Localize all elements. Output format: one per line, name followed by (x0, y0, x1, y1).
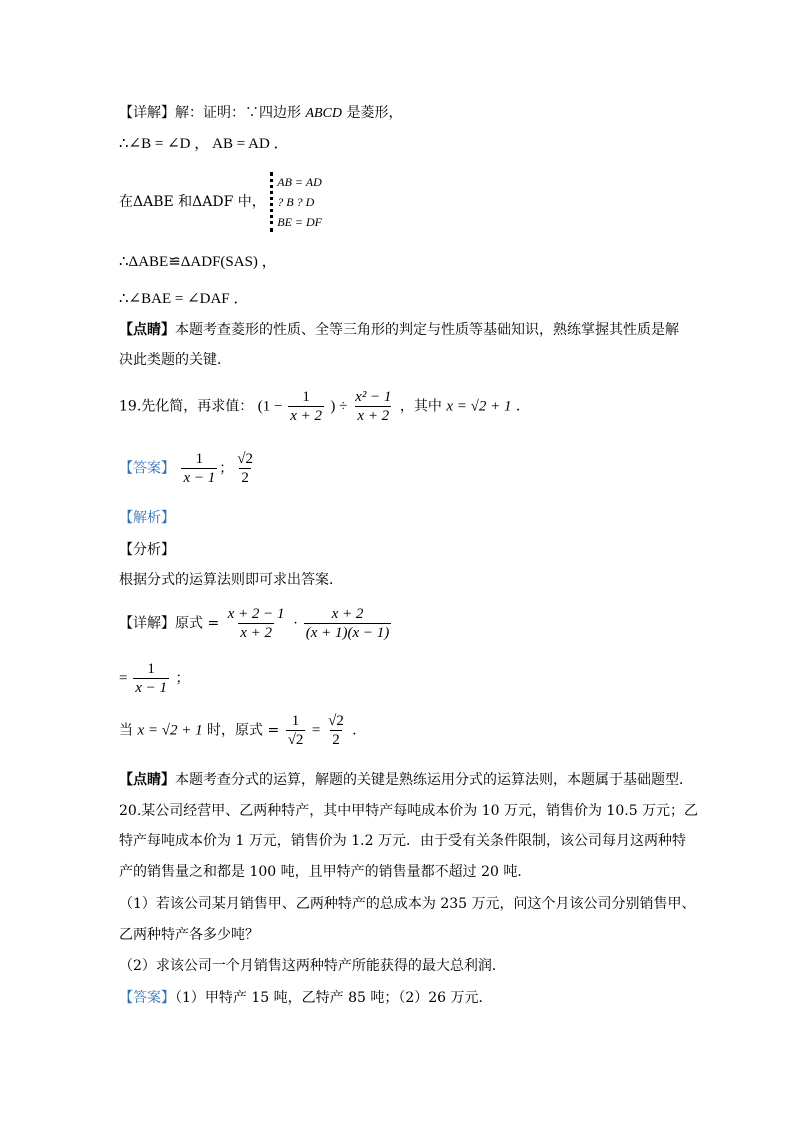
answer20-text: （1）甲特产 15 吨，乙特产 85 吨；（2）26 万元． (175, 990, 493, 1006)
step3-end: ． (352, 722, 367, 739)
step3-f1-den: √2 (287, 732, 304, 748)
q19-mid: ，其中 (399, 398, 447, 415)
dianjing-line-1 (119, 320, 679, 340)
angle-equality: ∴∠B = ∠D ， AB = AD ． (119, 136, 289, 152)
ans19-fraction-2 (235, 450, 255, 487)
q19-f2-den: x + 2 (357, 408, 390, 424)
answer-20 (119, 988, 493, 1008)
q19-fraction-2 (353, 388, 393, 425)
answer-19 (119, 450, 257, 487)
question-19 (119, 388, 530, 425)
detail-text-2: 是菱形， (342, 105, 403, 121)
dianjing2-text: 本题考查分式的运算，解题的关键是熟练运用分式的运算法则，本题属于基础题型． (175, 772, 693, 788)
ans19-sep: ； (219, 460, 234, 477)
answer-tag: 【答案】 (119, 460, 175, 477)
detail19-fraction-2 (304, 605, 392, 642)
step2-fraction (133, 660, 169, 697)
q20-line-1: 20.某公司经营甲、乙两种特产，其中甲特产每吨成本价为 10 万元，销售价为 10.5 万元；乙 (119, 803, 699, 819)
abcd-label: ABCD (305, 106, 343, 121)
system-row-3: BE = DF (277, 215, 323, 229)
q19-condition: x = √2 + 1 (446, 398, 512, 415)
q19-end: ． (515, 398, 530, 415)
step3-f2-den: 2 (332, 732, 340, 748)
q19-open: (1 − (257, 398, 287, 415)
congruence-line: ∴ΔABE≌ΔADF(SAS) ， (119, 254, 277, 270)
step3-pre: 当 (119, 722, 138, 739)
step3-mid: 时，原式 = (202, 722, 284, 739)
step3-condition: x = √2 + 1 (137, 722, 203, 739)
detail-text: 解：证明：∵四边形 (175, 105, 306, 121)
q19-f1-num: 1 (302, 389, 310, 405)
dianjing2-tag: 【点睛】 (119, 772, 175, 788)
step2-end: ； (175, 670, 190, 687)
detail19-f1-num: x + 2 − 1 (227, 606, 285, 622)
step3-f2-num: √2 (328, 713, 344, 729)
step2-eq: = (119, 670, 132, 687)
system-row-1: AB = AD (277, 175, 322, 189)
step3-fraction-2 (326, 712, 346, 749)
dianjing-tag: 【点睛】 (119, 322, 175, 338)
ans19-f2-den: 2 (241, 470, 249, 486)
detail-line-1 (119, 103, 402, 124)
q20-part-1b: 乙两种特产各多少吨？ (119, 927, 259, 943)
step3-eq: = (311, 722, 325, 739)
conclusion-line: ∴∠BAE = ∠DAF ． (119, 291, 249, 307)
detail19-f2-den: (x + 1)(x − 1) (305, 625, 390, 641)
dianjing-line-2: 决此类题的关键． (119, 352, 231, 368)
dianjing-text: 本题考查菱形的性质、全等三角形的判定与性质等基础知识，熟练掌握其性质是解 (175, 322, 679, 338)
ans19-fraction-1 (181, 450, 217, 487)
q19-f2-num: x² − 1 (355, 389, 392, 405)
detail-19 (119, 605, 393, 642)
step2-num: 1 (147, 661, 155, 677)
answer20-tag: 【答案】 (119, 990, 175, 1006)
system-prefix: 在ΔABE 和ΔADF 中， (119, 194, 266, 210)
q20-line-3: 产的销售量之和都是 100 吨，且甲特产的销售量都不超过 20 吨． (119, 864, 532, 880)
detail19-dot: · (293, 615, 302, 632)
q19-f1-den: x + 2 (290, 408, 322, 424)
step-3 (119, 712, 366, 749)
q19-close: ) ÷ (330, 398, 352, 415)
q19-label: 19.先化简，再求值： (119, 398, 254, 415)
step2-den: x − 1 (135, 680, 167, 696)
system-line (119, 172, 322, 232)
rule-line: 根据分式的运算法则即可求出答案． (119, 572, 343, 588)
ans19-f1-num: 1 (195, 451, 204, 467)
detail19-f1-den: x + 2 (240, 625, 272, 641)
detail-tag: 【详解】 (119, 105, 175, 121)
step3-f1-num: 1 (291, 713, 300, 729)
detail19-fraction-1 (226, 605, 287, 642)
jiexi-tag: 【解析】 (119, 510, 175, 526)
detail19-f2-num: x + 2 (331, 606, 364, 622)
ans19-f2-num: √2 (237, 451, 253, 467)
fenxi-tag: 【分析】 (119, 542, 175, 558)
q20-line-2: 特产每吨成本价为 1 万元，销售价为 1.2 万元．由于受有关条件限制，该公司每月这两种特 (119, 833, 686, 849)
q19-fraction-1 (288, 388, 324, 425)
q20-part-2: （2）求该公司一个月销售这两种特产所能获得的最大总利润． (119, 958, 506, 974)
detail19-tag: 【详解】 (119, 615, 175, 632)
system-row-2: ? B ? D (277, 195, 315, 209)
dianjing-2 (119, 770, 693, 790)
q20-part-1a: （1）若该公司某月销售甲、乙两种特产的总成本为 235 万元，问这个月该公司分别销售甲、 (119, 896, 696, 912)
equation-system (270, 172, 322, 232)
step-2 (119, 660, 189, 697)
detail19-text: 原式 = (175, 615, 224, 632)
step3-fraction-1 (286, 712, 306, 749)
ans19-f1-den: x − 1 (183, 470, 216, 486)
